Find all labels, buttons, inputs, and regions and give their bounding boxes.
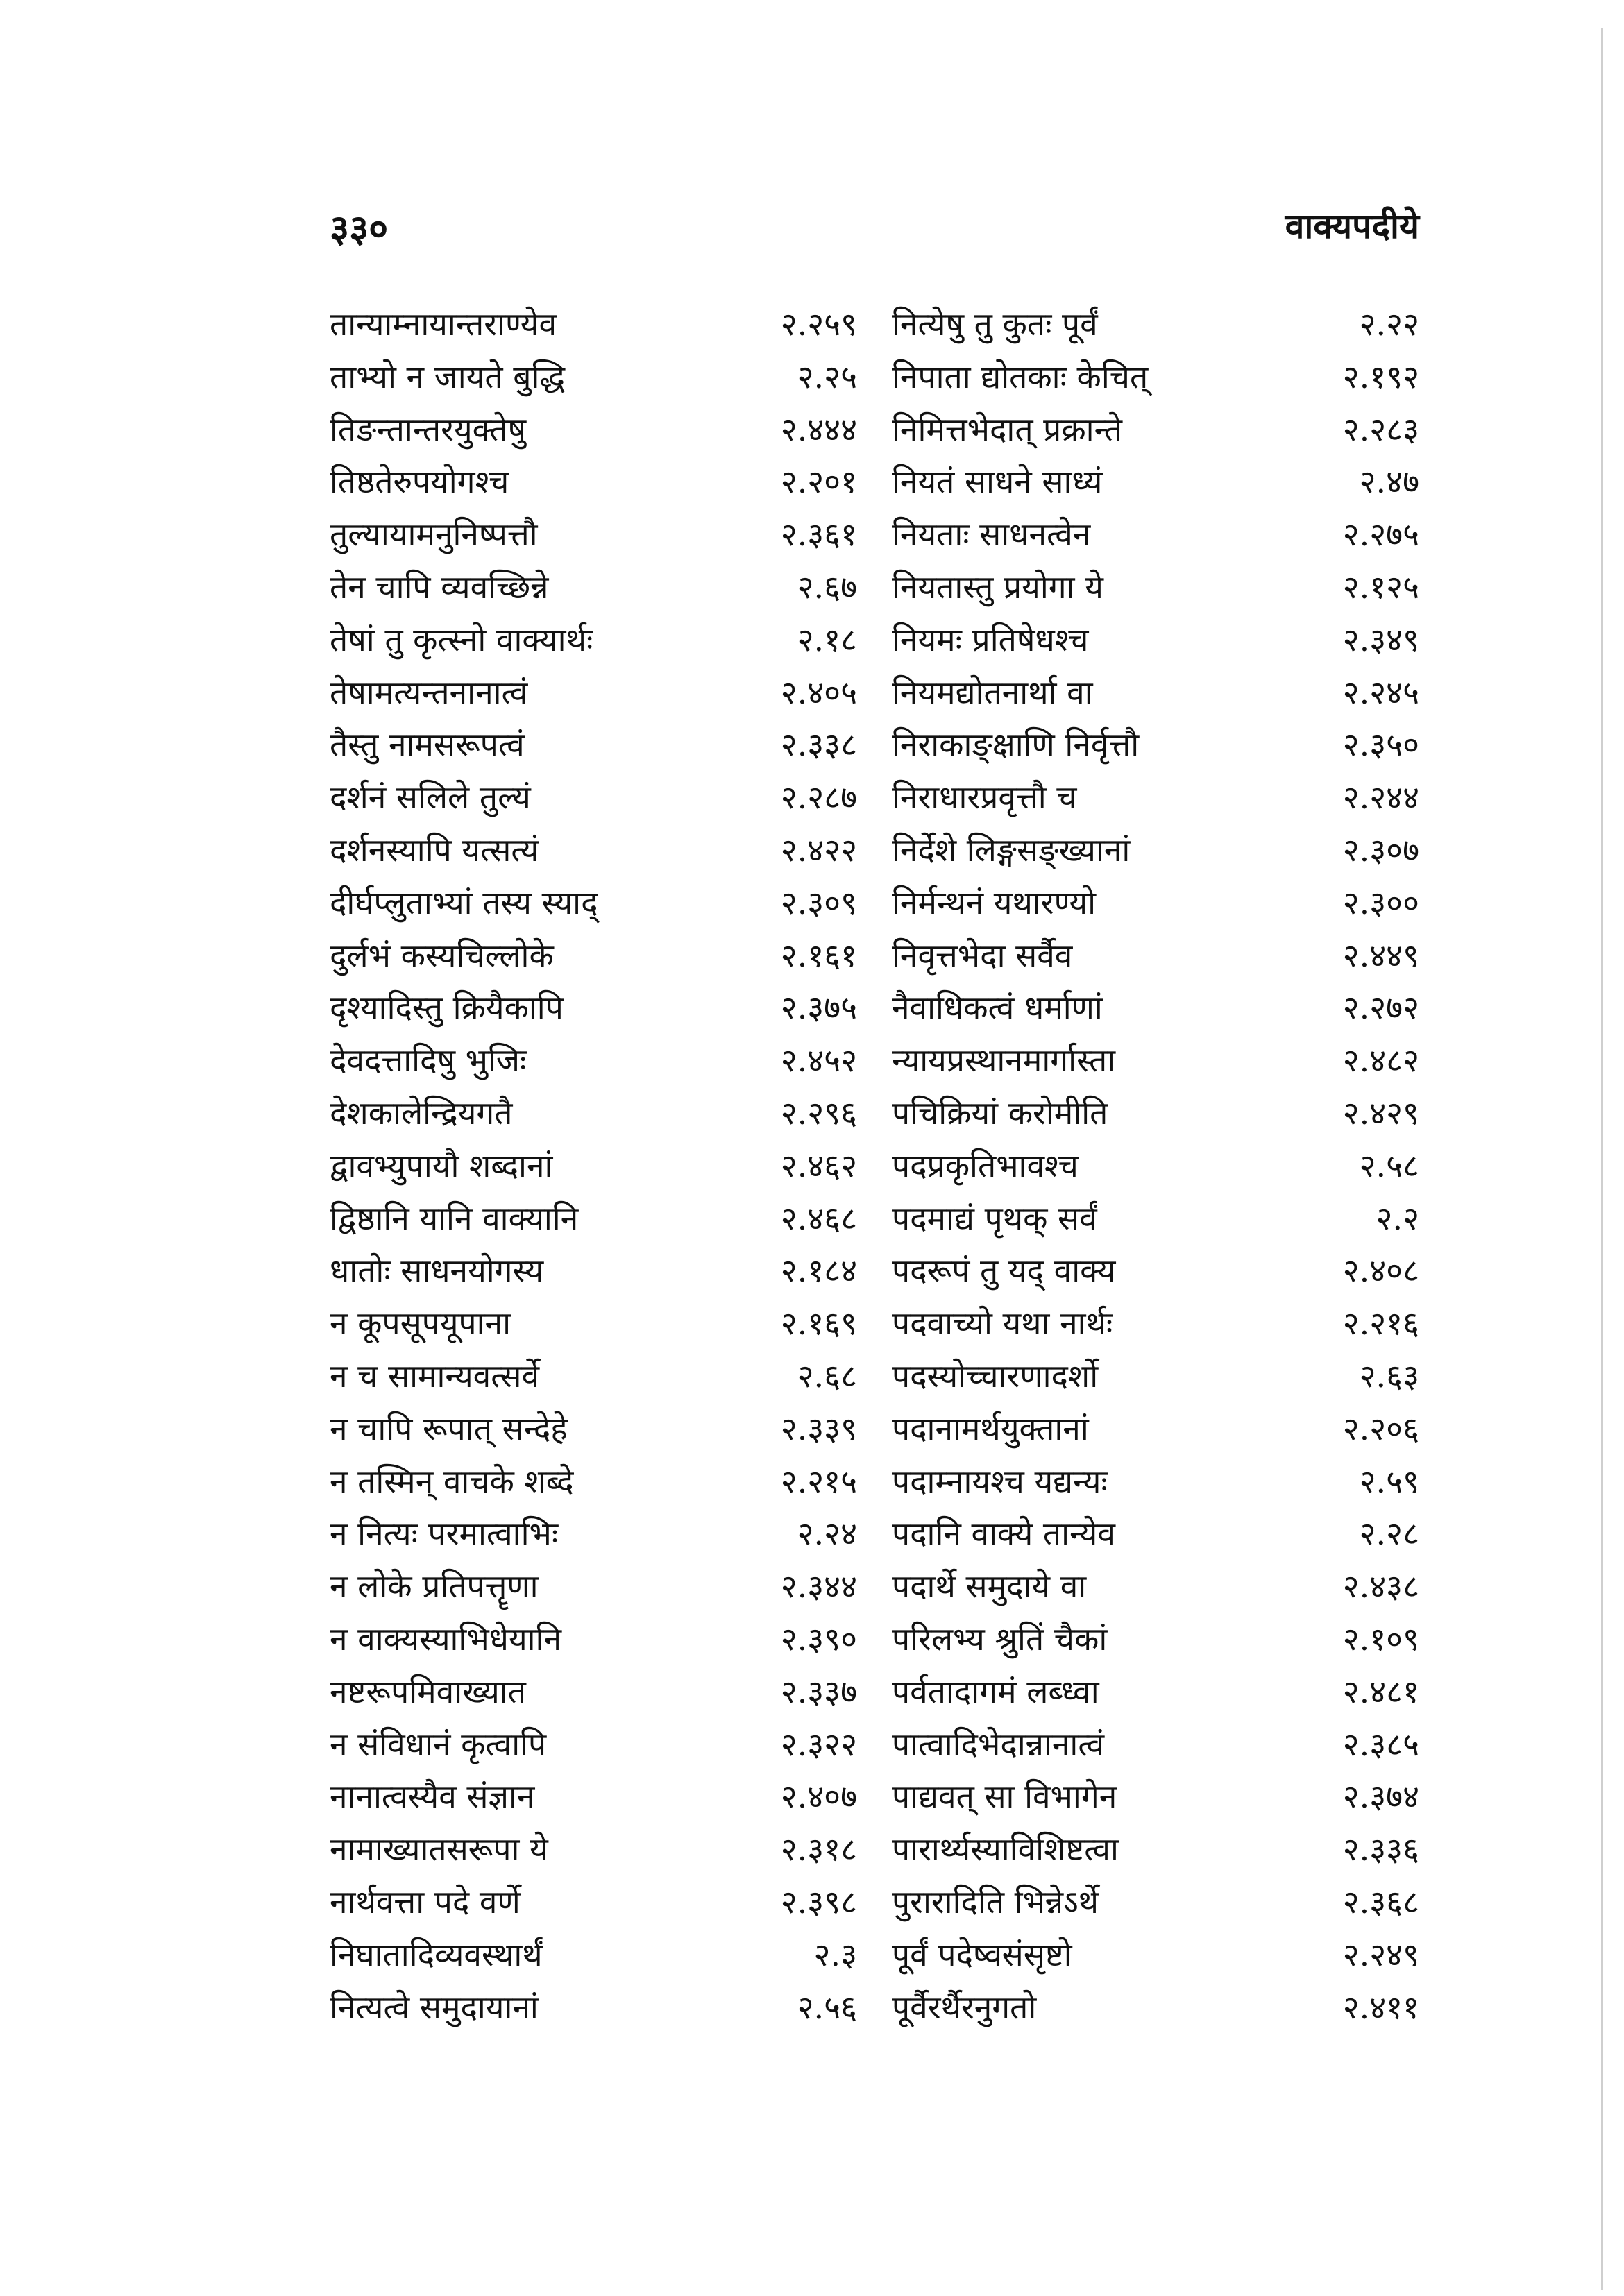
index-entry-text: पदार्थे समुदाये वा: [892, 1567, 1087, 1606]
index-entry: [892, 667, 1419, 720]
index-entry-reference: २.२८७: [780, 779, 857, 817]
index-entry-reference: २.४०८: [1342, 1252, 1419, 1290]
index-entry-text: देवदत्तादिषु भुजिः: [330, 1041, 527, 1080]
index-entry: [892, 1087, 1419, 1140]
index-entry-text: पदवाच्यो यथा नार्थः: [892, 1304, 1113, 1343]
index-entry: [330, 456, 885, 509]
index-entry-reference: २.४६८: [780, 1199, 857, 1237]
index-entry-text: नियतं साधने साध्यं: [892, 463, 1103, 501]
index-entry: [330, 1561, 885, 1613]
index-entry: [892, 509, 1419, 561]
index-entry-text: तेन चापि व्यवच्छिन्ने: [330, 568, 549, 606]
index-entry-text: द्वावभ्युपायौ शब्दानां: [330, 1146, 553, 1184]
index-entry-reference: २.२५: [797, 357, 857, 396]
index-entry: [892, 1035, 1419, 1087]
index-entry: [330, 1350, 885, 1403]
index-entry-reference: २.३००: [1342, 883, 1419, 921]
index-entry-text: दर्शनं सलिले तुल्यं: [330, 779, 531, 817]
index-entry: [892, 1982, 1419, 2034]
index-entry-text: दीर्घप्लुताभ्यां तस्य स्याद्: [330, 883, 598, 921]
index-entry: [892, 404, 1419, 457]
index-entry: [330, 1929, 885, 1982]
index-entry-reference: २.५८: [1359, 1146, 1419, 1184]
index-entry-reference: २.५६: [797, 1988, 857, 2026]
index-entry-reference: २.२७५: [1342, 516, 1419, 554]
index-entry-text: धातोः साधनयोगस्य: [330, 1252, 544, 1290]
index-entry: [892, 614, 1419, 667]
index-entry: [330, 561, 885, 614]
index-entry-reference: २.२४९: [1342, 1935, 1419, 1973]
index-entry-text: निराधारप्रवृत्तौ च: [892, 779, 1077, 817]
index-entry-text: न्यायप्रस्थानमार्गास्ता: [892, 1041, 1116, 1080]
index-entry: [330, 1666, 885, 1719]
index-entry: [892, 1929, 1419, 1982]
index-entry: [330, 1035, 885, 1087]
index-entry-text: नार्थवत्ता पदे वर्णे: [330, 1882, 521, 1921]
index-entry-text: ताभ्यो न जायते बुद्धि: [330, 357, 566, 396]
index-entry: [892, 824, 1419, 877]
index-entry-text: पूर्वैरर्थैरनुगतो: [892, 1988, 1037, 2026]
index-entry: [330, 1771, 885, 1823]
index-entry-text: पदप्रकृतिभावश्च: [892, 1146, 1079, 1184]
index-entry-reference: २.४२२: [780, 831, 857, 869]
index-entry-text: तेषां तु कृत्स्नो वाक्यार्थः: [330, 620, 593, 658]
index-entry: [892, 930, 1419, 983]
index-entry: [330, 1982, 885, 2034]
index-entry-text: न कूपसूपयूपाना: [330, 1304, 511, 1343]
index-entry-text: नामाख्यातसरूपा ये: [330, 1830, 548, 1869]
index-entry: [892, 1719, 1419, 1771]
page-header: [330, 201, 1419, 257]
index-entry-reference: २.४३८: [1342, 1567, 1419, 1606]
index-entry-text: नियतास्तु प्रयोगा ये: [892, 568, 1103, 606]
index-entry-text: न तस्मिन् वाचके शब्दे: [330, 1462, 574, 1500]
index-entry-reference: २.२४४: [1342, 779, 1419, 817]
index-entry: [892, 1245, 1419, 1298]
index-entry-text: परिलभ्य श्रुतिं चैकां: [892, 1619, 1108, 1658]
index-entry-reference: २.४४९: [1342, 936, 1419, 974]
index-entry-text: निपाता द्योतकाः केचित्: [892, 357, 1149, 396]
index-entry: [330, 930, 885, 983]
index-entry-reference: २.४०५: [780, 673, 857, 711]
index-entry-reference: २.२१६: [1342, 1304, 1419, 1343]
index-entry-reference: २.४५२: [780, 1041, 857, 1080]
page-number: ३३०: [330, 206, 389, 250]
index-entry: [892, 298, 1419, 351]
index-entry-reference: २.३३९: [780, 1409, 857, 1447]
index-entry-reference: २.४११: [1342, 1988, 1419, 2026]
index-entry-text: न लोके प्रतिपत्तॄणा: [330, 1567, 539, 1606]
index-entry: [330, 667, 885, 720]
index-entry-text: नियमद्योतनार्था वा: [892, 673, 1093, 711]
index-entry: [892, 351, 1419, 404]
index-entry: [892, 1771, 1419, 1823]
index-entry-text: दृश्यादिस्तु क्रियैकापि: [330, 989, 564, 1027]
index-entry: [330, 1193, 885, 1245]
left-index-column: [330, 298, 885, 2034]
index-entry: [330, 1403, 885, 1456]
index-entry: [330, 404, 885, 457]
index-entry: [330, 1140, 885, 1193]
index-entry-text: निर्मन्थनं यथारण्यो: [892, 883, 1097, 921]
index-entry-text: पारार्थ्यस्याविशिष्टत्वा: [892, 1830, 1119, 1869]
index-entry-text: नियमः प्रतिषेधश्च: [892, 620, 1089, 658]
index-entry-reference: २.२२: [1359, 305, 1419, 343]
index-entry-reference: २.१६१: [780, 936, 857, 974]
index-entry: [892, 772, 1419, 824]
index-entry-text: तैस्तु नामसरूपत्वं: [330, 726, 525, 764]
index-entry-text: पदमाद्यं पृथक् सर्वं: [892, 1199, 1097, 1237]
index-entry-reference: २.३३६: [1342, 1830, 1419, 1869]
index-entry-reference: २.२७२: [1342, 989, 1419, 1027]
index-entry: [330, 1823, 885, 1876]
index-entry: [892, 1140, 1419, 1193]
index-entry: [892, 1193, 1419, 1245]
index-entry-text: नियताः साधनत्वेन: [892, 516, 1091, 554]
index-entry-reference: २.४८१: [1342, 1672, 1419, 1710]
index-entry-reference: २.३: [813, 1935, 857, 1973]
index-entry-reference: २.३७४: [1342, 1778, 1419, 1816]
index-entry: [892, 1876, 1419, 1929]
index-entry: [330, 509, 885, 561]
index-entry: [330, 1298, 885, 1350]
index-entry: [330, 298, 885, 351]
index-entry-text: तेषामत्यन्तनानात्वं: [330, 673, 528, 711]
index-entry-text: पचिक्रियां करोमीति: [892, 1094, 1108, 1132]
index-entry-reference: २.१२५: [1342, 568, 1419, 606]
index-entry-reference: २.२४५: [1342, 673, 1419, 711]
index-entry-reference: २.३७५: [780, 989, 857, 1027]
index-entry-text: नित्येषु तु कुतः पूर्वं: [892, 305, 1098, 343]
index-entry: [892, 982, 1419, 1035]
index-entry-reference: २.२०६: [1342, 1409, 1419, 1447]
index-entry: [330, 1876, 885, 1929]
index-entry-text: निराकाङ्क्षाणि निर्वृत्तौ: [892, 726, 1140, 764]
index-entry: [892, 1508, 1419, 1561]
index-entry: [892, 719, 1419, 772]
index-entry-reference: २.६३: [1359, 1357, 1419, 1395]
index-entry-reference: २.१८: [797, 620, 857, 658]
index-entry-reference: २.३०७: [1342, 831, 1419, 869]
index-entry: [892, 1561, 1419, 1613]
index-entry-reference: २.३०९: [780, 883, 857, 921]
index-entry-reference: २.३६१: [780, 516, 857, 554]
index-entry: [892, 456, 1419, 509]
index-entry: [330, 1613, 885, 1666]
index-entry-reference: २.३६८: [1342, 1882, 1419, 1921]
scan-edge-shadow: [1601, 28, 1624, 2290]
running-head: वाक्यपदीये: [1285, 205, 1419, 246]
index-entry-text: पदाम्नायश्च यद्यन्यः: [892, 1462, 1108, 1500]
index-entry-reference: २.२४: [797, 1515, 857, 1553]
index-entry-reference: २.२५९: [780, 305, 857, 343]
index-entry-text: पूर्वं पदेष्वसंसृष्टो: [892, 1935, 1072, 1973]
index-entry: [330, 982, 885, 1035]
index-entry-reference: २.५९: [1359, 1462, 1419, 1500]
index-entry-text: पदानि वाक्ये तान्येव: [892, 1515, 1115, 1553]
index-entry-reference: २.३४९: [1342, 620, 1419, 658]
index-entry-text: पदस्योच्चारणादर्शो: [892, 1357, 1099, 1395]
index-entry-reference: २.१९२: [1342, 357, 1419, 396]
index-entry-reference: २.४८२: [1342, 1041, 1419, 1080]
index-entry-reference: २.३३८: [780, 726, 857, 764]
index-entry: [330, 824, 885, 877]
index-entry-reference: २.४७: [1359, 463, 1419, 501]
index-entry-text: न संविधानं कृत्वापि: [330, 1725, 547, 1763]
index-entry: [892, 1298, 1419, 1350]
index-entry-text: नैवाधिकत्वं धर्माणां: [892, 989, 1103, 1027]
index-entry: [330, 1508, 885, 1561]
index-entry-text: दर्शनस्यापि यत्सत्यं: [330, 831, 539, 869]
index-entry-text: नित्यत्वे समुदायानां: [330, 1988, 539, 2026]
index-entry-text: तिङन्तान्तरयुक्तेषु: [330, 410, 527, 448]
index-entry: [330, 351, 885, 404]
index-entry-text: न च सामान्यवत्सर्वे: [330, 1357, 540, 1395]
index-entry: [892, 877, 1419, 930]
index-entry: [330, 719, 885, 772]
index-entry-text: निवृत्तभेदा सर्वैव: [892, 936, 1073, 974]
index-entry: [892, 1613, 1419, 1666]
index-entry: [330, 772, 885, 824]
index-entry-text: निर्देशे लिङ्गसङ्ख्यानां: [892, 831, 1131, 869]
index-entry: [330, 1456, 885, 1508]
index-entry-reference: २.४६२: [780, 1146, 857, 1184]
index-entry-reference: २.३१८: [780, 1830, 857, 1869]
index-entry-reference: २.४४४: [780, 410, 857, 448]
index-entry-reference: २.६७: [797, 568, 857, 606]
index-entry-text: नष्टरूपमिवाख्यात: [330, 1672, 526, 1710]
index-entry: [892, 1823, 1419, 1876]
index-entry-text: तान्याम्नायान्तराण्येव: [330, 305, 557, 343]
index-entry-reference: २.१८४: [780, 1252, 857, 1290]
index-entry-text: पात्वादिभेदान्नानात्वं: [892, 1725, 1105, 1763]
index-entry-text: देशकालेन्द्रियगतै: [330, 1094, 513, 1132]
index-entry-text: तिष्ठतेरुपयोगश्च: [330, 463, 509, 501]
index-entry-text: पदानामर्थयुक्तानां: [892, 1409, 1089, 1447]
index-entry-text: निमित्तभेदात् प्रक्रान्ते: [892, 410, 1122, 448]
index-entry-reference: २.२८३: [1342, 410, 1419, 448]
index-entry-reference: २.३२२: [780, 1725, 857, 1763]
index-entry-reference: २.३९८: [780, 1882, 857, 1921]
index-entry-reference: २.२: [1376, 1199, 1419, 1237]
index-entry-text: पर्वतादागमं लब्ध्वा: [892, 1672, 1099, 1710]
index-entry-text: निघातादिव्यवस्थार्थं: [330, 1935, 543, 1973]
index-entry-reference: २.४२९: [1342, 1094, 1419, 1132]
index-entry-text: द्विष्ठानि यानि वाक्यानि: [330, 1199, 579, 1237]
index-entry-text: न नित्यः परमात्वाभिः: [330, 1515, 559, 1553]
index-entry-reference: २.३५०: [1342, 726, 1419, 764]
index-entry-reference: २.३९०: [780, 1619, 857, 1658]
index-entry-reference: २.४०७: [780, 1778, 857, 1816]
index-entry-text: पुरारादिति भिन्नेऽर्थे: [892, 1882, 1099, 1921]
index-entry-text: न वाक्यस्याभिधेयानि: [330, 1619, 562, 1658]
index-entry-text: दुर्लभं कस्यचिल्लोके: [330, 936, 554, 974]
index-entry-reference: २.३३७: [780, 1672, 857, 1710]
index-entry: [892, 1456, 1419, 1508]
index-entry-reference: २.३८५: [1342, 1725, 1419, 1763]
index-entry-reference: २.१०९: [1342, 1619, 1419, 1658]
index-entry-reference: २.३४४: [780, 1567, 857, 1606]
index-entry: [330, 614, 885, 667]
index-entry-text: तुल्यायामनुनिष्पत्तौ: [330, 516, 538, 554]
right-index-column: [892, 298, 1419, 2034]
index-entry: [330, 1719, 885, 1771]
index-entry: [892, 561, 1419, 614]
index-entry: [892, 1350, 1419, 1403]
index-entry-reference: २.६८: [797, 1357, 857, 1395]
index-entry-text: पाद्यवत् सा विभागेन: [892, 1778, 1117, 1816]
index-entry-reference: २.२१५: [780, 1462, 857, 1500]
index-entry-reference: २.२८: [1359, 1515, 1419, 1553]
index-entry: [330, 1245, 885, 1298]
index-entry-text: नानात्वस्यैव संज्ञान: [330, 1778, 535, 1816]
index-entry-reference: २.२९६: [780, 1094, 857, 1132]
index-entry-reference: २.२०१: [780, 463, 857, 501]
index-entry: [892, 1403, 1419, 1456]
index-entry-reference: २.१६९: [780, 1304, 857, 1343]
index-entry-text: पदरूपं तु यद् वाक्य: [892, 1252, 1116, 1290]
index-entry: [330, 877, 885, 930]
index-entry-text: न चापि रूपात् सन्देहे: [330, 1409, 568, 1447]
index-entry: [330, 1087, 885, 1140]
index-entry: [892, 1666, 1419, 1719]
